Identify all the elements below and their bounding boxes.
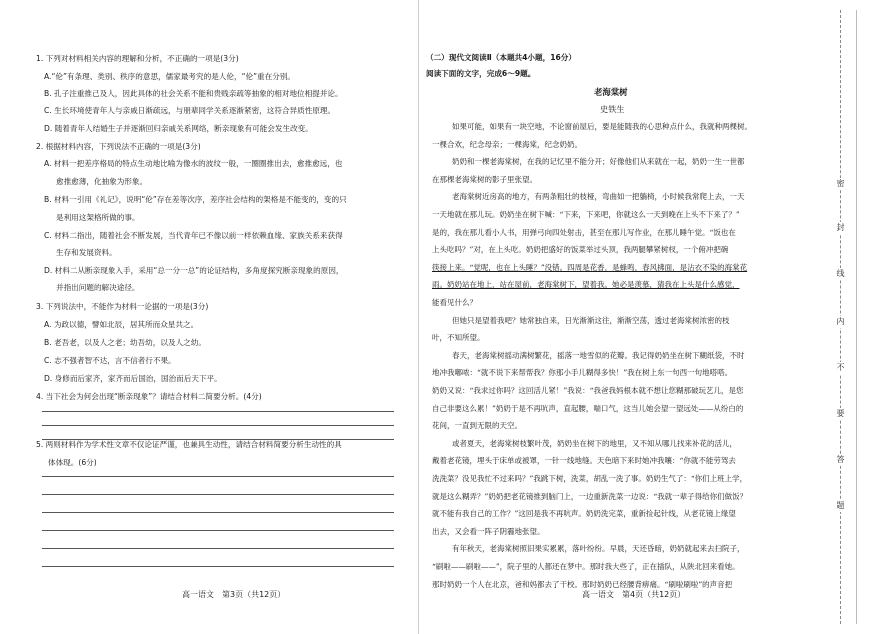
body-text-line: 就是这么糊弄？”奶奶把老花镜推到脑门上，一边重新洗菜一边说：“我就一辈子得给你们做饭？ xyxy=(432,491,748,501)
body-text-line: 或者夏天，老海棠树枝繁叶茂，奶奶坐在树下的地里，又不知从哪儿找来补花的活儿， xyxy=(452,438,737,448)
article-author: 史铁生 xyxy=(600,104,625,114)
body-text-line: 能看见什么？ xyxy=(432,298,477,307)
binding-notice-char: 内 xyxy=(834,316,847,328)
body-text-line: 戴着老花镜，埋头于床单或被罩，一针一线地缝。天色暗下来时她冲我嚷：“你就不能劳驾去 xyxy=(432,456,736,466)
body-text-line: 地冲我嘟哝：“就不说下来帮帮我？你那小手儿糊得多快！”我在树上东一句西一句地嗒嗒。 xyxy=(432,368,733,378)
binding-notice-char: 题 xyxy=(834,500,847,512)
binding-edge-line xyxy=(856,10,857,624)
body-text-line: 一棵合欢，纪念母亲；一棵海棠，纪念奶奶。 xyxy=(432,139,582,149)
body-text-line: 就不能有我自己的工作？”这回是我不再吭声。奶奶洗完菜，重新捡起针线，从老花镜上缘望 xyxy=(432,509,736,519)
body-text-line: “刷啦——刷啦——”，院子里的人都还在梦中。那时我大些了，正在插队，从陕北回来看她。 xyxy=(432,562,740,571)
answer-option: D. 材料二从断亲现象入手，采用“总一分一总”的论证结构，多角度探究断亲现象的原因， xyxy=(44,266,344,275)
left-page xyxy=(0,0,418,634)
article-title: 老海棠树 xyxy=(594,87,628,97)
body-text-line: 上头吃吗？”对，在上头吃。奶奶把盛好的饭菜举过头顶，我两腿攀紧树杈，一个俯冲把碗 xyxy=(432,245,729,255)
answer-option: D. 随着青年人结婚生子并逐渐回归亲戚关系网络，断亲现象有可能会发生改变。 xyxy=(44,124,313,133)
question-stem: 1. 下列对材料相关内容的理解和分析，不正确的一项是(3分) xyxy=(36,54,239,63)
section-heading: （二）现代文阅读Ⅱ（本题共4小题，16分） xyxy=(426,53,576,62)
body-text-line: 一天地就在那儿玩。奶奶坐在树下喊：“下来，下来吧，你就这么一天到晚在上头不下来了？” xyxy=(432,210,740,219)
answer-line xyxy=(42,530,394,531)
answer-option: 是利用这架格所做的事。 xyxy=(56,213,140,222)
reading-instruction: 阅读下面的文字，完成6～9题。 xyxy=(426,69,536,78)
answer-option: A. 材料一把差序格局的特点生动地比喻为像水的波纹一般，一圈圈推出去，愈推愈远，也 xyxy=(44,159,343,168)
body-text-line: 但她只是望着我吧？她常独自来，日光渐渐这往，渐渐空荡，透过老海棠树浓密的枝 xyxy=(452,315,730,325)
question-stem: 2. 根据材料内容，下列说法不正确的一项是(3分) xyxy=(36,142,201,151)
answer-option: B. 材料一引用《礼记》，说明“伦”存在差等次序，差序社会结构的架格是不能变的，变的只 xyxy=(44,195,347,204)
body-text-line: 是的，我在那儿看小人书，用弹弓向四处射击，甚至在那儿写作业，在那儿睡午觉。“饭也在 xyxy=(432,227,736,237)
answer-option: B. 老吾老，以及人之老；幼吾幼，以及人之幼。 xyxy=(44,338,206,347)
body-text-line: 叶，不知所望。 xyxy=(432,333,485,343)
question-stem: 5. 两则材料作为学术性文章不仅论证严谨，也兼具生动性，请结合材料简要分析生动性的具 xyxy=(36,440,342,449)
body-text-line: 春天，老海棠树摇动满树繁花，摇落一地雪似的花瓣。我记得奶奶坐在树下糊纸袋，不时 xyxy=(452,350,745,360)
answer-option: C. 生长环境使青年人与亲戚日渐疏远，与朋辈同学关系逐渐紧密，这符合异质性原理。 xyxy=(44,106,336,115)
answer-option: 并指出问题的解决途径。 xyxy=(56,283,140,292)
body-text-line: 有年秋天，老海棠树照旧果实累累，落叶纷纷。早晨，天还昏暗，奶奶就起来去扫院子， xyxy=(452,544,745,554)
seal-binding-margin xyxy=(816,0,870,634)
body-text-line: 花间，一直到无限的天空。 xyxy=(432,421,522,431)
body-text-line: 雨。奶奶站在地上，站在屋前，老海棠树下，望着我。她必是羡慕，猜我在上头是什么感觉， xyxy=(432,280,740,290)
answer-option: D. 身修而后家齐，家齐而后国治，国治而后天下平。 xyxy=(44,374,222,383)
answer-option: 生存和发展资料。 xyxy=(56,248,117,257)
answer-option: C. 志不强者智不达，言不信者行不果。 xyxy=(44,356,176,365)
binding-notice-char: 答 xyxy=(834,454,847,466)
body-text-line: 如果可能，如果有一块空地，不论窗前屋后，要是能随我的心思种点什么，我就种两棵树。 xyxy=(452,122,752,131)
answer-line xyxy=(42,411,394,412)
answer-line xyxy=(42,512,394,513)
answer-option: C. 材料二指出，随着社会不断发展，当代青年已不像以前一样依赖血缘、家族关系来获得 xyxy=(44,231,343,240)
answer-option: B. 孔子注重推己及人，因此具体的社会关系不能和贵贱亲疏等抽象的相对地位相提并论。 xyxy=(44,89,343,98)
binding-notice-char: 密 xyxy=(834,178,847,190)
body-text-line: 老海棠树近房高的地方，有两条粗壮的枝桠，弯曲如一把躺椅，小时候我常爬上去，一天 xyxy=(452,192,745,202)
body-text-line: 那时奶奶一个人在北京，爸和妈都去了干校。那时奶奶已经腰背痹痛。“刷啦刷啦”的声音把 xyxy=(432,579,733,589)
body-text-line: 出去，又会看一阵子阴霾地张望。 xyxy=(432,526,545,536)
binding-notice-char: 要 xyxy=(834,408,847,420)
answer-option: 愈推愈薄，化抽象为形象。 xyxy=(56,177,148,186)
body-text-line: 奶奶和一棵老海棠树，在我的记忆里不能分开；好像他们从来就在一起，奶奶一生一世都 xyxy=(452,157,745,167)
body-text-line: 筷接上来。“觉呢，也在上头睡？”没错。四周是花香，是蜂鸣，春风拂面，是沾衣不染的海棠花 xyxy=(432,262,748,272)
answer-option: A. 为政以德，譬如北辰，居其所而众星共之。 xyxy=(44,320,199,329)
binding-notice-char: 线 xyxy=(834,268,847,280)
binding-notice-char: 封 xyxy=(834,222,847,234)
answer-line xyxy=(42,566,394,567)
answer-option: A.“伦”有条理、类别、秩序的意思，儒家最考究的是人伦，“伦”重在分别。 xyxy=(44,72,296,81)
page-footer: 高一语文 第4页（共12页） xyxy=(582,590,686,599)
body-text-line: 在那棵老海棠树的影子里张望。 xyxy=(432,174,537,184)
answer-line xyxy=(42,548,394,549)
answer-option: 体体现。(6分) xyxy=(48,458,97,467)
right-page xyxy=(418,0,816,634)
body-text-line: 奶奶又说：“我求过你吗？这回活儿紧！”我说：“我爸我妈根本就不想让您糊那破玩艺儿，是您 xyxy=(432,386,744,395)
answer-line xyxy=(42,476,394,477)
answer-line xyxy=(42,425,394,426)
binding-notice-char: 不 xyxy=(834,362,847,374)
question-stem: 3. 下列说法中，不能作为材料一论据的一项是(3分) xyxy=(36,302,209,311)
body-text-line: 自己非要这么累！”奶奶于是不再吭声，直起腰，喘口气，这当儿她会望一望远处——从纷白的 xyxy=(432,403,744,413)
answer-line xyxy=(42,494,394,495)
answer-line xyxy=(42,439,394,440)
body-text-line: 洗洗菜？没见我忙不过来吗？”我跳下树，洗菜，胡乱一洗了事。奶奶生气了：“你们上班上学， xyxy=(432,474,748,483)
question-stem: 4. 当下社会为何会出现“断亲现象”？请结合材料二简要分析。(4分) xyxy=(36,392,262,401)
page-footer: 高一语文 第3页（共12页） xyxy=(182,590,286,599)
